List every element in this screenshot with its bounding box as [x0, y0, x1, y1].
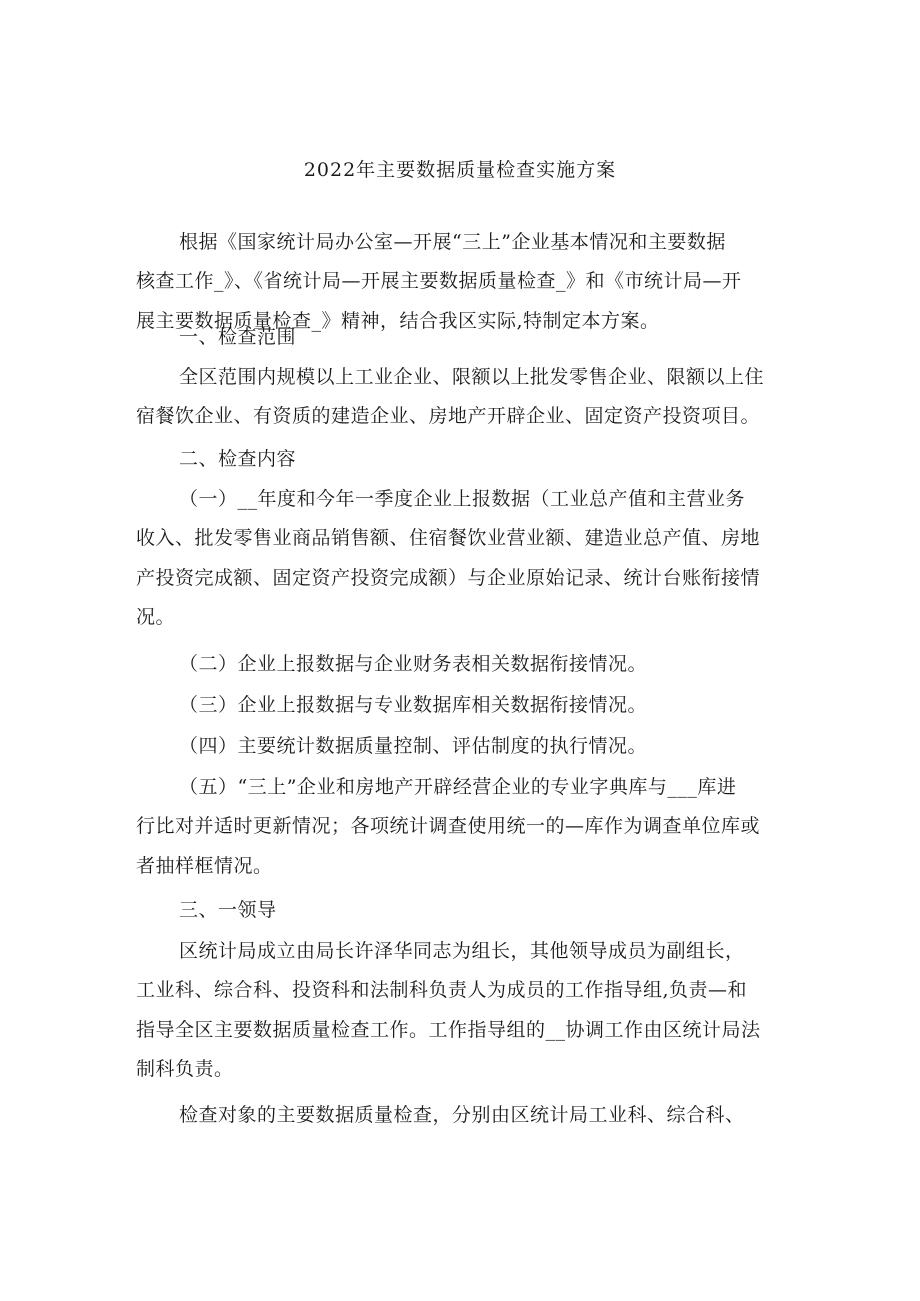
content-item-2	[136, 645, 786, 684]
heading-text: 二、检查内容	[179, 448, 297, 470]
content-item-5	[136, 768, 786, 886]
text-line: 收入、批发零售业商品销售额、住宿餐饮业营业额、建造业总产值、房地	[136, 527, 761, 550]
content-item-4	[136, 727, 786, 766]
text-line: （三）企业上报数据与专业数据库相关数据衔接情况。	[179, 694, 648, 716]
heading-text: 一、检查范围	[179, 326, 297, 348]
text-line: 核查工作_》、《省统计局—开展主要数据质量检查_》和《市统计局—开	[136, 270, 742, 293]
text-line: 检查对象的主要数据质量检查，分别由区统计局工业科、综合科、	[179, 1104, 745, 1126]
text-line: （一）__年度和今年一季度企业上报数据（工业总产值和主营业务	[179, 488, 746, 510]
text-line: 产投资完成额、固定资产投资完成额）与企业原始记录、统计台账衔接情	[136, 566, 761, 589]
document-title: 2022年主要数据质量检查实施方案	[303, 159, 617, 181]
section-heading-content	[136, 440, 786, 479]
text-line: 根据《国家统计局办公室—开展“三上”企业基本情况和主要数据	[179, 231, 726, 253]
text-line: 全区范围内规模以上工业企业、限额以上批发零售企业、限额以上住	[179, 366, 765, 388]
text-line: 行比对并适时更新情况；各项统计调查使用统一的—库作为调查单位库或	[136, 815, 761, 838]
content-item-1	[136, 480, 786, 638]
scope-paragraph	[136, 358, 786, 437]
text-line: （二）企业上报数据与企业财务表相关数据衔接情况。	[179, 653, 648, 675]
section-heading-scope	[136, 318, 786, 357]
inspection-paragraph	[136, 1096, 786, 1135]
text-line: 展主要数据质量检查_》精神，结合我区实际,特制定本方案。	[136, 309, 660, 332]
section-heading-leadership	[136, 891, 786, 930]
text-line: 区统计局成立由局长许泽华同志为组长，其他领导成员为副组长，	[179, 940, 745, 962]
text-line: 宿餐饮企业、有资质的建造企业、房地产开辟企业、固定资产投资项目。	[136, 405, 761, 428]
text-line: 制科负责。	[136, 1058, 234, 1081]
leadership-paragraph	[136, 932, 786, 1090]
content-item-3	[136, 686, 786, 725]
text-line: 指导全区主要数据质量检查工作。工作指导组的__协调工作由区统计局法	[136, 1018, 761, 1041]
text-line: （四）主要统计数据质量控制、评估制度的执行情况。	[179, 735, 648, 757]
text-line: 工业科、综合科、投资科和法制科负责人为成员的工作指导组,负责—和	[136, 979, 748, 1002]
text-line: 者抽样框情况。	[136, 854, 273, 877]
text-line: 况。	[136, 606, 176, 629]
text-line: （五）“三上”企业和房地产开辟经营企业的专业字典库与___库进	[179, 776, 737, 798]
heading-text: 三、一领导	[179, 899, 277, 921]
